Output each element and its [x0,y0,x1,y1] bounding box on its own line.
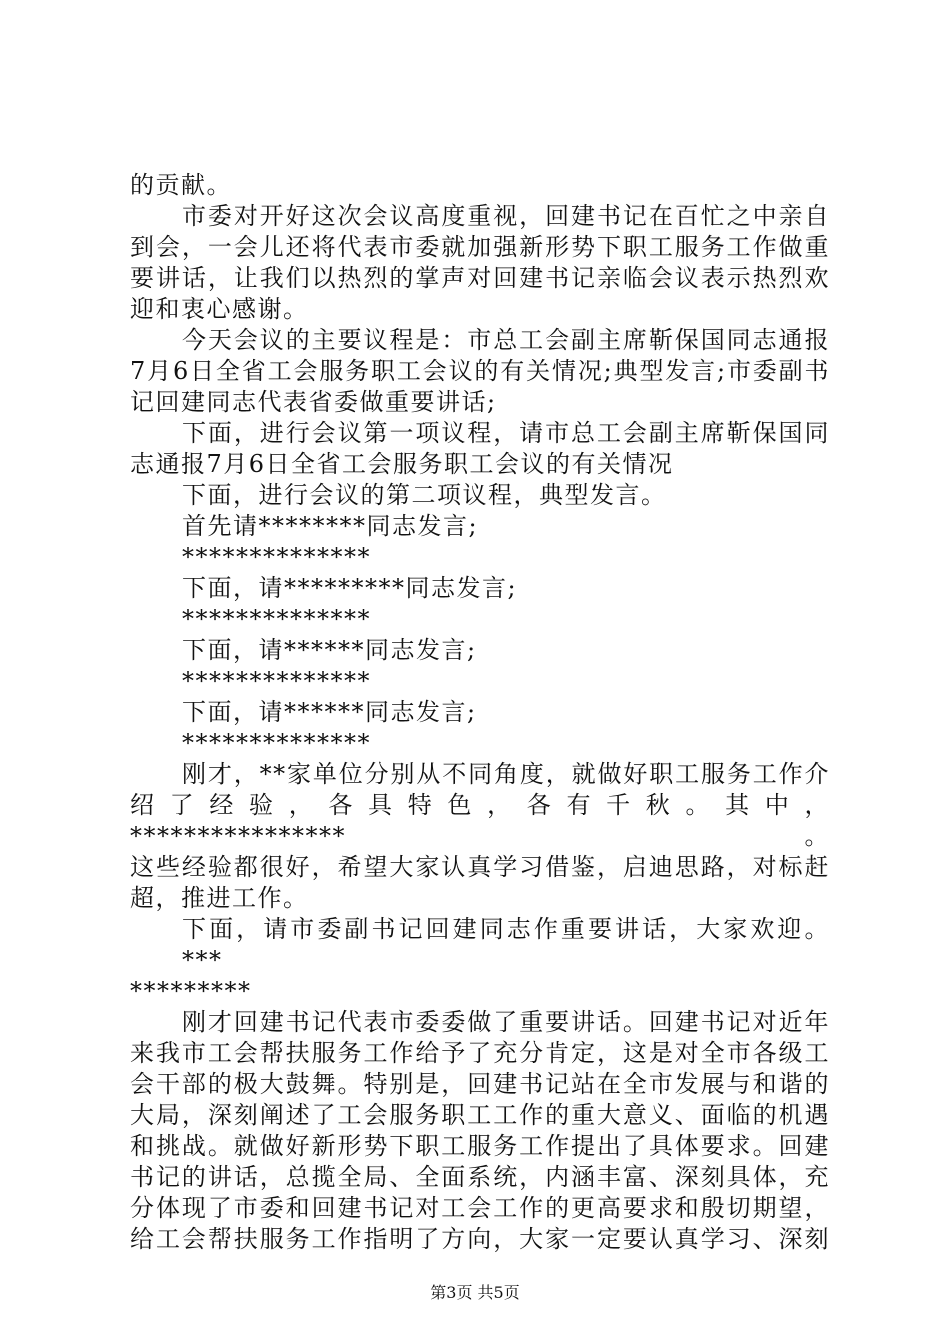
text-line: 给工会帮扶服务工作指明了方向，大家一定要认真学习、深刻 [130,1225,830,1253]
text-line: 下面，请******同志发言; [182,698,477,726]
text-line: 刚才回建书记代表市委委做了重要讲话。回建书记对近年 [182,1008,830,1036]
text-line: 市委对开好这次会议高度重视，回建书记在百忙之中亲自 [182,202,830,230]
text-line: 迎和衷心感谢。 [130,295,309,323]
text-line: 下面，请*********同志发言; [182,574,518,602]
text-line: 分体现了市委和回建书记对工会工作的更高要求和殷切期望， [130,1194,830,1222]
text-line: 会干部的极大鼓舞。特别是，回建书记站在全市发展与和谐的 [130,1070,830,1098]
text-line: 下面，进行会议第一项议程，请市总工会副主席靳保国同 [182,419,830,447]
text-line: ************** [182,543,371,571]
text-line: 要讲话，让我们以热烈的掌声对回建书记亲临会议表示热烈欢 [130,264,830,292]
text-line: 下面，请市委副书记回建同志作重要讲话，大家欢迎。*** [182,915,830,974]
page-footer: 第3页 共5页 [430,1283,520,1302]
text-line: ************** [182,605,371,633]
text-line: 今天会议的主要议程是：市总工会副主席靳保国同志通报 [182,326,830,354]
text-line: ************** [182,667,371,695]
text-line: 书记的讲话，总揽全局、全面系统，内涵丰富、深刻具体，充 [130,1163,830,1191]
text-line: 7月6日全省工会服务职工会议的有关情况;典型发言;市委副书 [130,357,830,385]
text-line: 到会，一会儿还将代表市委就加强新形势下职工服务工作做重 [130,233,830,261]
text-line: 来我市工会帮扶服务工作给予了充分肯定，这是对全市各级工 [130,1039,830,1067]
text-line: 的贡献。 [130,171,232,199]
text-line: ************** [182,729,371,757]
text-line: 和挑战。就做好新形势下职工服务工作提出了具体要求。回建 [130,1132,830,1160]
text-line: ********* [130,977,252,1005]
text-line: 首先请********同志发言; [182,512,479,540]
text-line: 刚才，**家单位分别从不同角度，就做好职工服务工作介 [182,760,830,788]
text-line: 下面，请******同志发言; [182,636,477,664]
text-line: 志通报7月6日全省工会服务职工会议的有关情况 [130,450,674,478]
text-line: 大局，深刻阐述了工会服务职工工作的重大意义、面临的机遇 [130,1101,830,1129]
text-line: 超，推进工作。 [130,884,309,912]
text-line: 这些经验都很好，希望大家认真学习借鉴，启迪思路，对标赶 [130,853,830,881]
text-line: 记回建同志代表省委做重要讲话; [130,388,497,416]
document-body [130,170,830,1255]
text-line: 下面，进行会议的第二项议程，典型发言。 [182,481,667,509]
text-line: 绍了经验，各具特色，各有千秋。其中，****************。 [130,791,830,850]
